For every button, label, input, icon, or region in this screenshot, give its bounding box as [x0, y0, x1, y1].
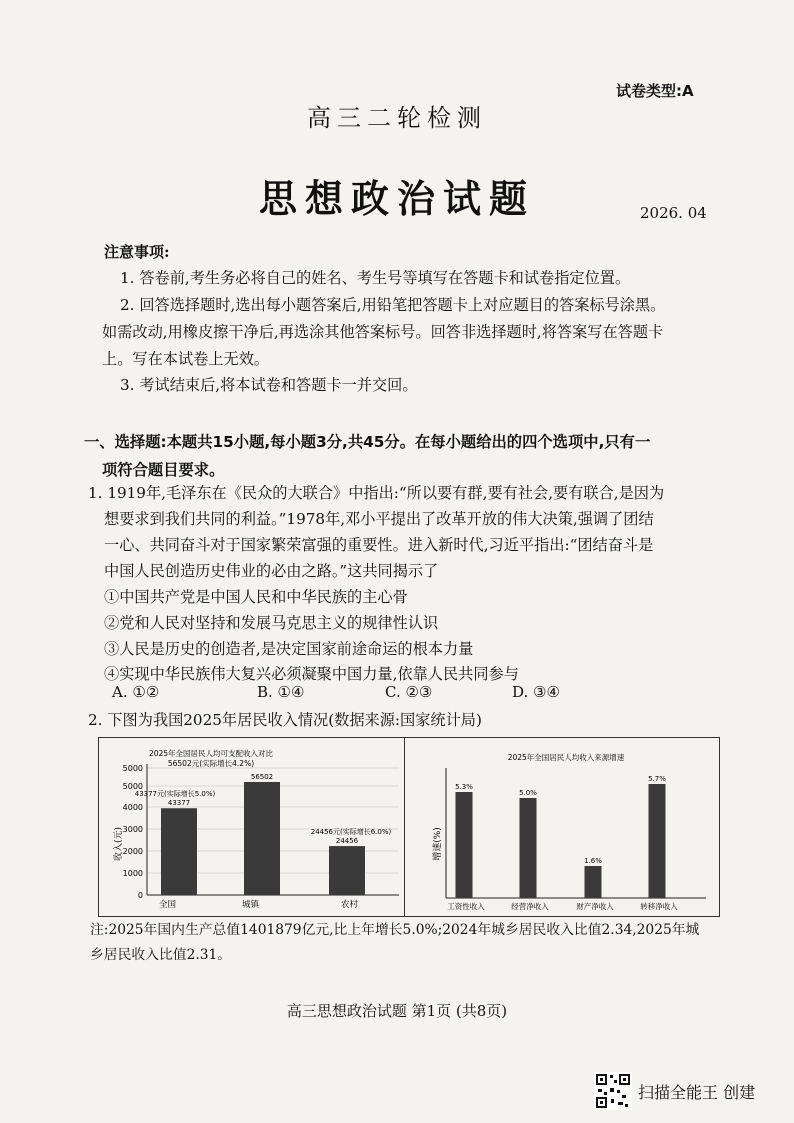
income-chart-ylabel: 收入(元) — [114, 826, 124, 862]
notice-item-1: 1. 答卷前,考生务必将自己的姓名、考生号等填写在答题卡和试卷指定位置。 — [120, 269, 631, 287]
income-bar-annotation: 43377元(实际增长5.0%) — [134, 790, 216, 799]
q1-line-3: 一心、共同奋斗对于国家繁荣富强的重要性。进入新时代,习近平指出:“团结奋斗是 — [104, 536, 654, 554]
income-chart-yticks — [123, 764, 143, 900]
income-bar-value-label: 24456 — [335, 837, 359, 846]
q1-option-c: C. ②③ — [385, 683, 433, 701]
income-bar-3 — [329, 846, 365, 895]
growth-chart-xtick-label: 财产净收入 — [576, 902, 614, 911]
growth-bar-3 — [585, 866, 602, 898]
growth-chart-xlabels — [447, 901, 678, 911]
income-chart-title: 2025年全国居民人均可支配收入对比 — [148, 749, 274, 758]
subject-title: 思想政治试题 — [258, 176, 535, 221]
income-chart-subtitle: 56502元(实际增长4.2%) — [167, 759, 255, 768]
income-chart-xlabels — [159, 899, 359, 910]
growth-bar-value-label: 5.7% — [648, 775, 666, 783]
growth-bar-1 — [456, 792, 473, 898]
q1-line-1: 1. 1919年,毛泽东在《民众的大联合》中指出:“所以要有群,要有社会,要有联合,是因为 — [88, 484, 665, 502]
section-heading — [84, 428, 650, 484]
exam-date: 2026. 04 — [640, 204, 707, 222]
growth-bar-value-label: 5.3% — [455, 783, 473, 791]
notice-item-2-cont: 如需改动,用橡皮擦干净后,再选涂其他答案标号。回答非选择题时,将答案写在答题卡 — [102, 323, 664, 341]
notice-item-2: 2. 回答选择题时,选出每小题答案后,用铅笔把答题卡上对应题目的答案标号涂黑。 — [120, 296, 666, 314]
growth-bar-2 — [520, 798, 537, 898]
growth-chart — [406, 738, 718, 916]
income-chart-xtick-label: 农村 — [341, 900, 359, 910]
growth-chart-title: 2025年全国居民人均收入来源增速 — [507, 753, 625, 762]
income-bar-value-label: 56502 — [250, 772, 274, 781]
income-chart-ytick-label: 5000 — [122, 782, 143, 791]
exam-title: 高三二轮检测 — [307, 104, 487, 132]
growth-chart-bars — [455, 775, 666, 898]
income-chart — [99, 738, 403, 916]
q1-statement-4: ④实现中华民族伟大复兴必须凝聚中国力量,依靠人民共同参与 — [104, 665, 519, 683]
chart-note-line2: 乡居民收入比值2.31。 — [90, 947, 232, 963]
scanner-watermark: 扫描全能王 创建 — [638, 1083, 756, 1102]
q1-option-b: B. ①④ — [257, 683, 305, 701]
growth-chart-ylabel: 增速(%) — [433, 827, 443, 861]
q1-option-a: A. ①② — [112, 683, 160, 701]
income-chart-ytick-label: 1000 — [122, 869, 143, 878]
income-chart-xtick-label: 全国 — [159, 900, 177, 910]
income-chart-xtick-label: 城镇 — [242, 900, 260, 910]
income-chart-ytick-label: 4000 — [122, 803, 143, 812]
page-footer: 高三思想政治试题 第1页 (共8页) — [286, 1002, 508, 1020]
chart-divider — [404, 737, 405, 917]
section-heading-line2: 项符合题目要求。 — [102, 461, 225, 479]
q1-statement-1: ①中国共产党是中国人民和中华民族的主心骨 — [104, 588, 408, 606]
q1-line-2: 想要求到我们共同的利益。”1978年,邓小平提出了改革开放的伟大决策,强调了团结 — [104, 510, 654, 528]
growth-bar-value-label: 5.0% — [519, 789, 537, 797]
growth-chart-xtick-label: 转移净收入 — [640, 902, 678, 911]
income-chart-ytick-label: 3000 — [122, 825, 143, 834]
income-chart-bars — [135, 773, 392, 895]
notice-item-3: 3. 考试结束后,将本试卷和答题卡一并交回。 — [120, 376, 418, 394]
q2-stem: 2. 下图为我国2025年居民收入情况(数据来源:国家统计局) — [88, 711, 482, 729]
notice-heading: 注意事项: — [104, 243, 170, 261]
income-bar-annotation: 24456元(实际增长6.0%) — [310, 828, 392, 837]
chart-note — [90, 918, 699, 968]
q1-statement-2: ②党和人民对坚持和发展马克思主义的规律性认识 — [104, 614, 439, 632]
q1-statement-3: ③人民是历史的创造者,是决定国家前途命运的根本力量 — [104, 640, 474, 658]
growth-bar-4 — [649, 784, 666, 898]
income-chart-ytick-label: 2000 — [122, 847, 143, 856]
q1-line-4: 中国人民创造历史伟业的必由之路。”这共同揭示了 — [104, 562, 439, 580]
growth-chart-xtick-label: 工资性收入 — [447, 902, 485, 911]
income-bar-2 — [244, 782, 280, 895]
income-bar-value-label: 43377 — [167, 799, 191, 808]
paper-type: 试卷类型:A — [616, 82, 694, 100]
notice-item-2-end: 上。写在本试卷上无效。 — [102, 350, 270, 368]
income-chart-ytick-label: 0 — [137, 891, 143, 900]
q1-option-d: D. ③④ — [512, 683, 560, 701]
section-heading-line1: 一、选择题:本题共15小题,每小题3分,共45分。在每小题给出的四个选项中,只有一 — [84, 433, 651, 451]
income-chart-ytick-label: 5000 — [122, 764, 143, 773]
chart-note-line1: 注:2025年国内生产总值1401879亿元,比上年增长5.0%;2024年城乡居民收入比值2.34,2025年城 — [90, 922, 700, 938]
growth-chart-xtick-label: 经营净收入 — [511, 902, 549, 911]
qr-code-icon — [594, 1072, 632, 1110]
growth-bar-value-label: 1.6% — [584, 857, 602, 865]
income-bar-1 — [161, 808, 197, 895]
